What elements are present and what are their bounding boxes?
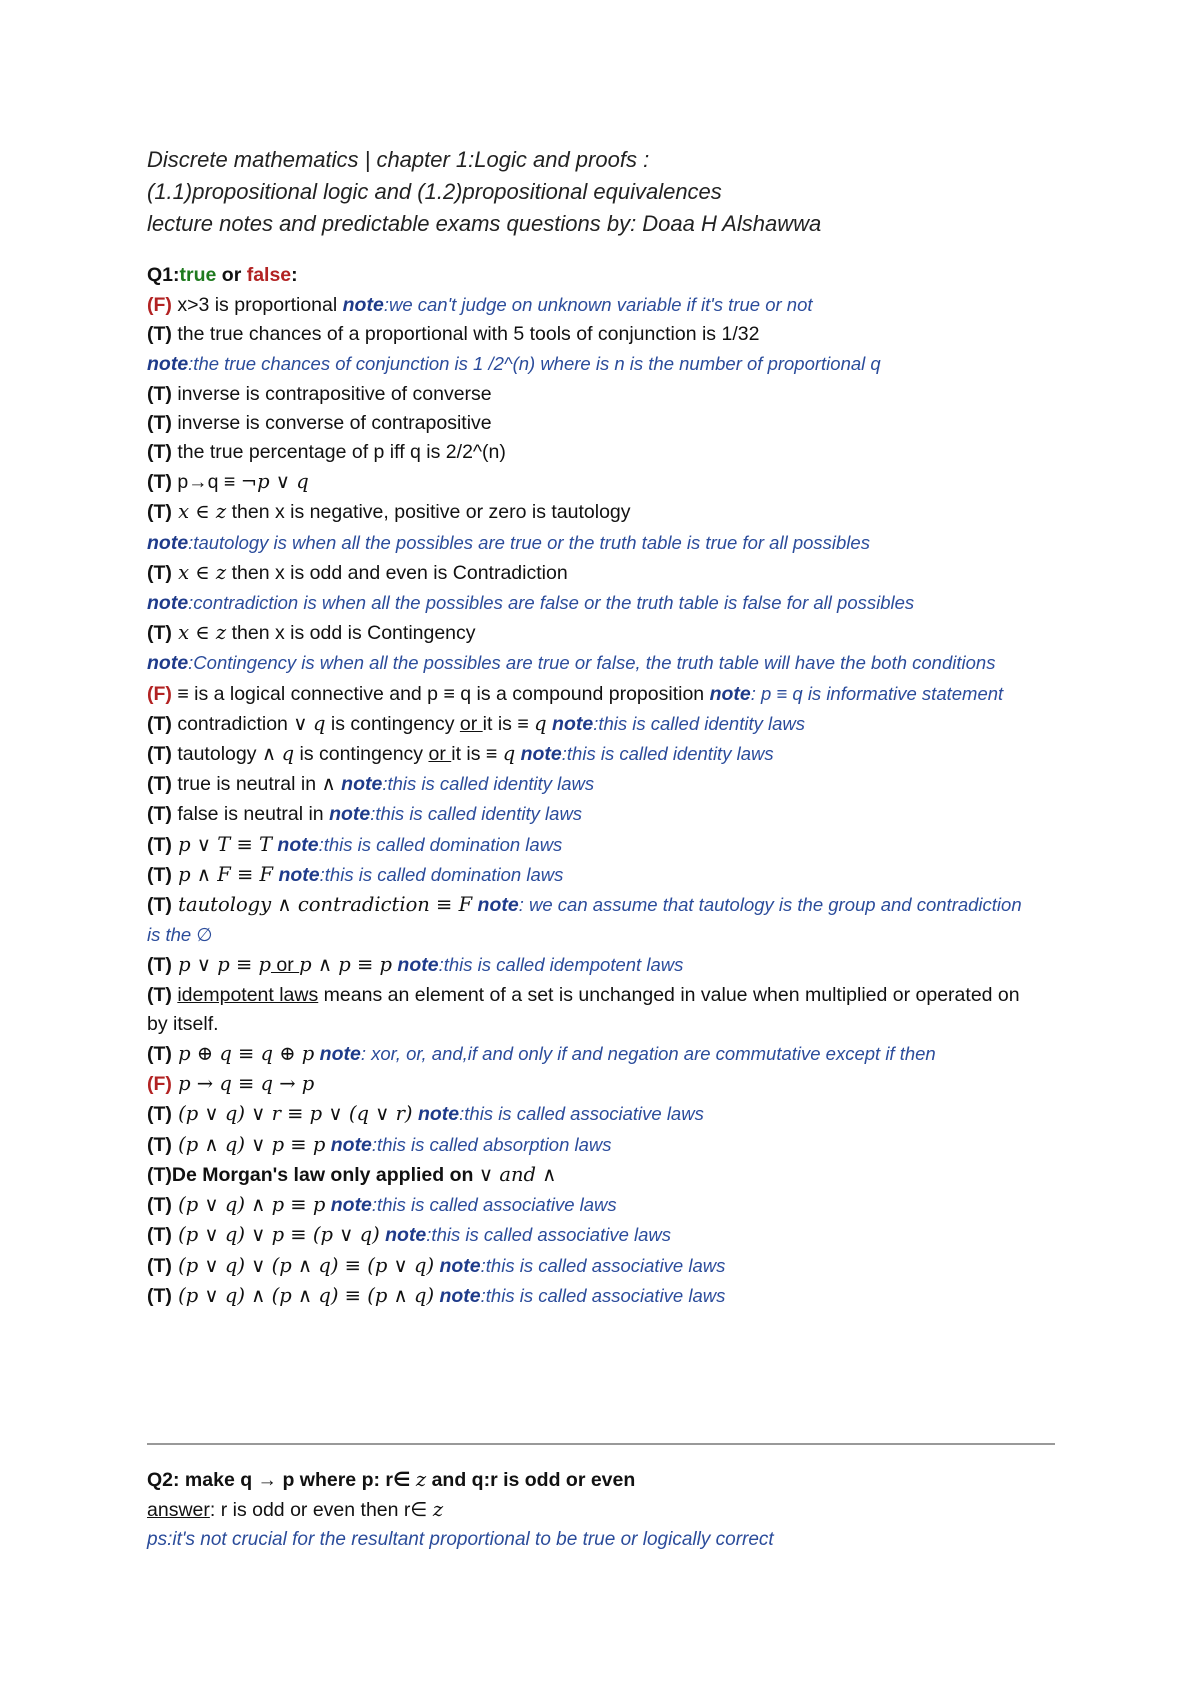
q1-true-word: true — [179, 264, 217, 286]
item-text: tautology ∧ — [171, 743, 282, 766]
item-text: is contingency — [325, 712, 460, 735]
math-expression: p ∧ F ≡ F — [171, 862, 274, 886]
document-page — [147, 144, 1067, 1311]
tf-marker: (T) — [147, 863, 172, 886]
note-keyword: note — [392, 954, 439, 977]
item-text: it is ≡ — [451, 743, 503, 766]
note-text: :this is called associative laws — [426, 1224, 672, 1246]
q1-item — [147, 1251, 1067, 1281]
tf-marker: (T) — [147, 1194, 172, 1217]
item-text: then x is negative, positive or zero is tautology — [226, 501, 631, 524]
q1-note — [147, 528, 1067, 558]
note-text: : we can assume that tautology is the group and contradiction is the ∅ — [147, 894, 1022, 946]
q1-item — [147, 380, 1067, 409]
math-expression: (p ∨ q) ∨ r ≡ p ∨ (q ∨ r) — [171, 1102, 413, 1126]
note-keyword: note — [341, 773, 383, 796]
math-expression: z — [415, 1468, 427, 1491]
note-keyword: note — [342, 294, 384, 316]
tf-marker: (F) — [147, 1073, 172, 1096]
math-expression: p → q ≡ q → p — [171, 1072, 315, 1096]
note-text: : xor, or, and,if and only if and negation are commutative except if then — [360, 1043, 936, 1065]
header-line-2: (1.1)propositional logic and (1.2)propositional equivalences — [147, 179, 722, 204]
tf-marker: (T) — [147, 323, 172, 346]
note-text: :we can't judge on unknown variable if it's true or not — [383, 294, 813, 315]
note-text: :the true chances of conjunction is 1 /2^(n) where is n is the number of proportional q — [188, 353, 881, 375]
math-expression: p ∨ T ≡ T — [171, 832, 273, 856]
q1-item — [147, 438, 1067, 467]
math-expression: (p ∨ q) ∧ p ≡ p — [171, 1193, 326, 1217]
item-text: inverse is converse of contrapositive — [171, 411, 492, 434]
q1-item — [147, 1130, 1067, 1160]
math-expression: q — [281, 742, 295, 766]
q1-item — [147, 1099, 1067, 1129]
underlined-text: or — [428, 743, 452, 766]
q1-item — [147, 890, 1027, 950]
q1-item — [147, 320, 1067, 349]
tf-marker: (T) — [147, 561, 172, 584]
q1-item — [147, 830, 1067, 860]
note-keyword: note — [379, 1224, 427, 1247]
tf-marker: (T) — [147, 441, 172, 464]
tf-marker: (T) — [147, 1043, 172, 1066]
q1-note — [147, 349, 1067, 379]
note-text: :contradiction is when all the possibles are false or the truth table is false for all possibles — [188, 592, 915, 614]
tf-marker: (T) — [147, 411, 172, 434]
q1-item — [147, 558, 1067, 588]
q1-title — [147, 260, 1067, 290]
note-keyword: note — [329, 803, 371, 826]
note-text: :this is called associative laws — [459, 1103, 704, 1125]
item-text: then x is odd is Contingency — [226, 622, 476, 645]
q1-false-word: false — [246, 264, 292, 286]
math-expression: ∨ and ∧ — [478, 1162, 557, 1186]
tf-marker: (T) — [147, 382, 172, 405]
note-keyword: note — [434, 1284, 481, 1307]
q1-note — [147, 648, 1007, 678]
q1-item — [147, 497, 1067, 527]
item-text: De Morgan's law only applied on — [171, 1163, 479, 1186]
note-keyword: note — [147, 353, 189, 376]
tf-marker: (T) — [147, 1163, 172, 1186]
q1-colon: : — [291, 264, 298, 286]
tf-marker: (T) — [147, 954, 172, 977]
tf-marker: (F) — [147, 682, 172, 705]
q2-answer — [147, 1495, 1067, 1525]
tf-marker: (T) — [147, 983, 172, 1006]
tf-marker: (T) — [147, 1103, 172, 1126]
note-keyword: note — [314, 1043, 361, 1066]
note-keyword: note — [147, 652, 189, 675]
note-text: :this is called idempotent laws — [438, 954, 684, 976]
note-text: :this is called domination laws — [318, 833, 563, 855]
math-expression: q — [313, 711, 326, 735]
q1-item — [147, 1281, 1067, 1311]
note-text: :this is called domination laws — [319, 863, 564, 885]
q1-item — [147, 1160, 1067, 1190]
item-text: false is neutral in — [171, 803, 330, 826]
math-expression: (p ∨ q) ∧ (p ∧ q) ≡ (p ∧ q) — [171, 1283, 435, 1307]
note-keyword: note — [147, 592, 189, 615]
item-text: inverse is contrapositive of converse — [171, 382, 492, 405]
q1-item — [147, 860, 1067, 890]
note-text: :tautology is when all the possibles are true or the truth table is true for all possibles — [188, 531, 870, 553]
q1-item — [147, 709, 1067, 739]
q1-item — [147, 950, 1067, 980]
math-expression: x ∈ z — [171, 500, 227, 524]
math-expression: p ∧ p ≡ p — [299, 953, 393, 977]
tf-marker: (T) — [147, 1254, 172, 1277]
note-text: : p ≡ q is informative statement — [750, 682, 1004, 704]
note-keyword: note — [272, 833, 319, 856]
q2-title-text: Q2: make q → p where p: r∈ — [147, 1469, 416, 1491]
answer-label: answer — [147, 1499, 210, 1521]
note-text: :this is called identity laws — [370, 803, 583, 825]
underlined-text: or — [459, 712, 483, 735]
math-expression: (p ∧ q) ∨ p ≡ p — [171, 1132, 326, 1156]
underlined-text: or — [270, 954, 300, 977]
q1-item — [147, 1220, 1067, 1250]
tf-marker: (F) — [147, 294, 172, 316]
item-text: contradiction ∨ — [171, 712, 313, 735]
underlined-text: idempotent laws — [177, 983, 319, 1006]
q1-item — [147, 409, 1067, 438]
note-keyword: note — [412, 1103, 460, 1126]
q1-item — [147, 769, 1067, 799]
note-keyword: note — [434, 1254, 481, 1277]
math-expression: (p ∨ q) ∨ (p ∧ q) ≡ (p ∨ q) — [171, 1253, 435, 1277]
note-text: :this is called absorption laws — [371, 1133, 612, 1155]
q1-item — [147, 799, 1067, 829]
math-expression: ¬p ∨ q — [240, 470, 309, 494]
item-text: means an element of a set is unchanged in value when multiplied or operated on by itself. — [147, 983, 1020, 1035]
tf-marker: (T) — [147, 773, 172, 796]
note-keyword: note — [325, 1133, 372, 1156]
q1-item — [147, 1039, 1067, 1069]
math-expression: (p ∨ q) ∨ p ≡ (p ∨ q) — [171, 1223, 380, 1247]
note-text: :Contingency is when all the possibles are true or false, the truth table will have the both conditions — [188, 652, 996, 674]
tf-marker: (T) — [147, 712, 172, 735]
note-text: :this is called associative laws — [480, 1254, 726, 1276]
q1-item — [147, 1190, 1067, 1220]
item-text: p→q ≡ — [171, 471, 241, 494]
header-line-3: lecture notes and predictable exams questions by: Doaa H Alshawwa — [147, 211, 822, 236]
math-expression: q — [534, 711, 547, 735]
q1-prefix: Q1: — [147, 264, 180, 286]
note-keyword: note — [515, 743, 562, 766]
q1-item — [147, 739, 1067, 769]
q1-item — [147, 981, 1037, 1039]
item-text: then x is odd and even is Contradiction — [226, 561, 568, 584]
math-expression: tautology ∧ contradiction ≡ F — [171, 893, 473, 917]
tf-marker: (T) — [147, 622, 172, 645]
item-text: the true percentage of p iff q is 2/2^(n) — [171, 441, 506, 464]
item-text: ≡ is a logical connective and p ≡ q is a compound proposition — [171, 682, 710, 705]
item-text: is contingency — [294, 743, 429, 766]
tf-marker: (T) — [147, 803, 172, 826]
q2-section — [147, 1465, 1067, 1554]
note-text: :this is called identity laws — [561, 743, 774, 765]
answer-text: : r is odd or even then r∈ — [209, 1499, 433, 1521]
tf-marker: (T) — [147, 1284, 172, 1307]
math-expression: q — [502, 742, 516, 766]
tf-marker: (T) — [147, 1133, 172, 1156]
note-keyword: note — [472, 894, 519, 917]
item-text: x>3 is proportional — [171, 294, 343, 316]
tf-marker: (T) — [147, 501, 172, 524]
note-text: :this is called associative laws — [480, 1284, 726, 1306]
q1-item — [147, 290, 1067, 320]
item-text: the true chances of a proportional with 5 tools of conjunction is 1/32 — [171, 323, 760, 346]
q1-item — [147, 679, 1027, 709]
header-line-1: Discrete mathematics | chapter 1:Logic and proofs : — [147, 147, 650, 172]
math-expression: x ∈ z — [171, 621, 227, 645]
math-expression: p ∨ p ≡ p — [171, 953, 271, 977]
math-expression: z — [432, 1498, 444, 1521]
note-text: :this is called identity laws — [593, 712, 806, 734]
section-divider — [147, 1443, 1055, 1445]
note-keyword: note — [273, 863, 320, 886]
math-expression: x ∈ z — [171, 560, 227, 584]
q1-item — [147, 618, 1067, 648]
math-expression: p ⊕ q ≡ q ⊕ p — [171, 1042, 315, 1066]
note-keyword: note — [325, 1194, 372, 1217]
note-text: :this is called identity laws — [382, 773, 595, 795]
note-keyword: note — [709, 682, 751, 705]
note-text: :this is called associative laws — [371, 1194, 617, 1216]
q1-item — [147, 1069, 1067, 1099]
item-text: true is neutral in ∧ — [171, 773, 342, 796]
note-keyword: note — [147, 531, 189, 554]
tf-marker: (T) — [147, 833, 172, 856]
q1-item — [147, 467, 1067, 497]
q1-or-word: or — [216, 264, 247, 286]
tf-marker: (T) — [147, 1224, 172, 1247]
q2-ps-note: ps:it's not crucial for the resultant proportional to be true or logically correct — [147, 1529, 774, 1551]
tf-marker: (T) — [147, 471, 172, 494]
note-keyword: note — [546, 712, 594, 735]
tf-marker: (T) — [147, 743, 172, 766]
item-text: it is ≡ — [482, 712, 535, 735]
q1-note — [147, 588, 1067, 618]
q2-title — [147, 1465, 1067, 1495]
tf-marker: (T) — [147, 894, 172, 917]
q2-title-text: and q:r is odd or even — [426, 1469, 636, 1491]
